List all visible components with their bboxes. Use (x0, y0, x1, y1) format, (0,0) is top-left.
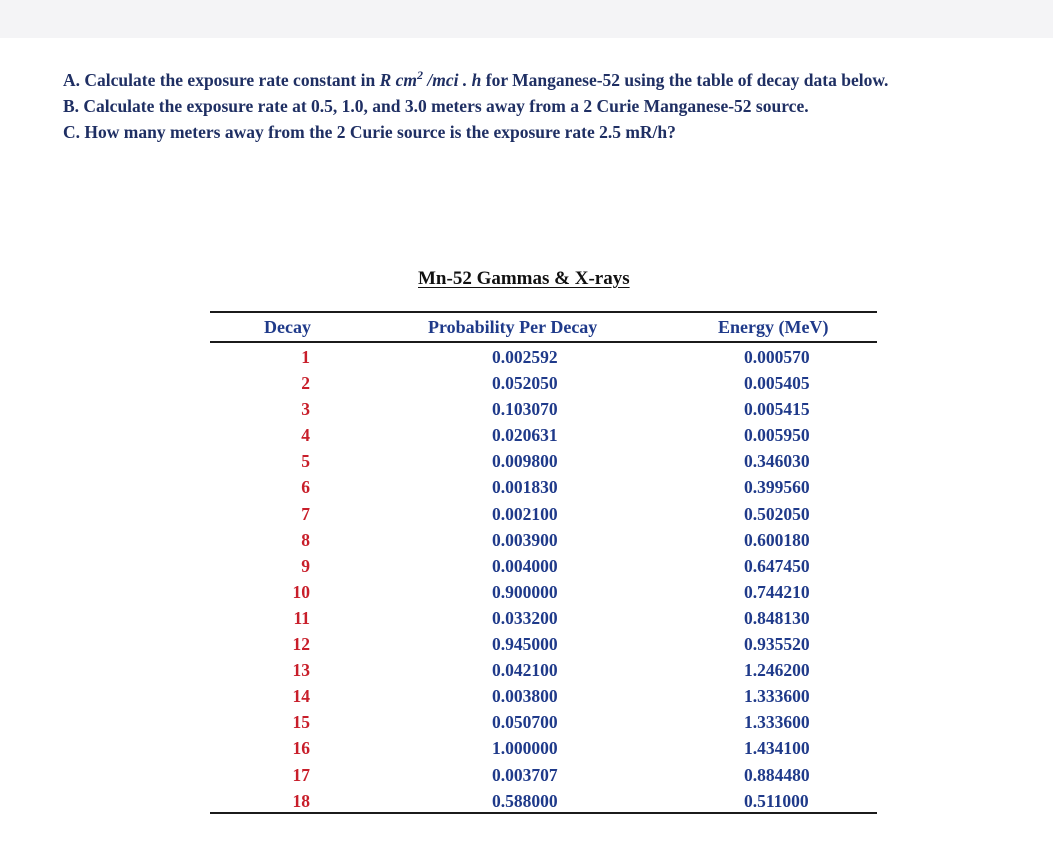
table-row (210, 788, 877, 814)
table-row (210, 553, 877, 579)
decay-number-cell: 14 (292, 686, 310, 707)
probability-cell: 0.002100 (492, 503, 558, 524)
probability-cell: 0.009800 (492, 451, 558, 472)
table-row (210, 631, 877, 657)
energy-cell: 0.000570 (744, 347, 810, 367)
decay-number-cell: 11 (293, 607, 310, 628)
question-block (63, 67, 1023, 145)
energy-cell: 0.005415 (744, 399, 810, 420)
table-row (210, 579, 877, 605)
energy-cell: 0.005950 (744, 425, 810, 446)
probability-cell: 0.050700 (492, 712, 558, 733)
table-row (210, 709, 877, 735)
energy-cell: 0.502050 (744, 503, 810, 524)
decay-number-cell: 15 (292, 712, 310, 733)
decay-number-cell: 6 (301, 477, 310, 498)
table-row (210, 605, 877, 631)
decay-number-cell: 3 (301, 399, 310, 420)
decay-number-cell: 4 (301, 425, 310, 446)
energy-cell: 0.399560 (744, 477, 810, 498)
table-row (210, 762, 877, 788)
column-header-probability: Probability Per Decay (428, 317, 598, 337)
decay-number-cell: 13 (292, 660, 310, 681)
table-row (210, 735, 877, 761)
probability-cell: 0.900000 (492, 581, 558, 602)
decay-table-body (210, 344, 877, 814)
table-row (210, 474, 877, 500)
energy-cell: 0.744210 (744, 581, 810, 602)
probability-cell: 0.004000 (492, 555, 558, 576)
energy-cell: 1.434100 (744, 738, 810, 759)
question-c: C. How many meters away from the 2 Curie source is the exposure rate 2.5 mR/h? (63, 122, 676, 142)
decay-number-cell: 5 (301, 451, 310, 472)
decay-number-cell: 18 (292, 790, 310, 811)
table-row (210, 396, 877, 422)
probability-cell: 0.003900 (492, 529, 558, 550)
table-header-rule (210, 341, 877, 343)
table-title: Mn-52 Gammas & X-rays (418, 268, 630, 289)
energy-cell: 0.600180 (744, 529, 810, 550)
unit-expression: R $cm^2$ /mci . h (379, 68, 482, 90)
question-b: B. Calculate the exposure rate at 0.5, 1.0, and 3.0 meters away from a 2 Curie Manganese-52 source. (63, 96, 809, 116)
decay-number-cell: 2 (301, 373, 310, 394)
table-row (210, 527, 877, 553)
column-header-decay: Decay (264, 317, 311, 337)
probability-cell: 0.003707 (492, 764, 558, 785)
decay-number-cell: 8 (301, 529, 310, 550)
probability-cell: 0.020631 (492, 425, 558, 446)
question-a: A. Calculate the exposure rate constant in R $cm^2$ /mci . h for Manganese-52 using the table of decay data below. (63, 68, 889, 90)
decay-number-cell: 1 (301, 347, 310, 367)
energy-cell: 1.333600 (744, 712, 810, 733)
energy-cell: 1.246200 (744, 660, 810, 681)
energy-cell: 0.848130 (744, 607, 810, 628)
probability-cell: 0.001830 (492, 477, 558, 498)
table-row (210, 448, 877, 474)
energy-cell: 0.884480 (744, 764, 810, 785)
probability-cell: 0.103070 (492, 399, 558, 420)
energy-cell: 0.647450 (744, 555, 810, 576)
table-row (210, 501, 877, 527)
table-row (210, 683, 877, 709)
table-row (210, 657, 877, 683)
column-header-energy: Energy (MeV) (718, 317, 829, 337)
energy-cell: 0.511000 (744, 790, 809, 811)
decay-number-cell: 16 (292, 738, 310, 759)
probability-cell: 0.042100 (492, 660, 558, 681)
probability-cell: 0.002592 (492, 347, 558, 367)
top-bar (0, 0, 1053, 38)
decay-number-cell: 17 (292, 764, 310, 785)
decay-number-cell: 7 (301, 503, 310, 524)
probability-cell: 1.000000 (492, 738, 558, 759)
decay-number-cell: 9 (301, 555, 310, 576)
table-row (210, 370, 877, 396)
probability-cell: 0.033200 (492, 607, 558, 628)
energy-cell: 0.935520 (744, 634, 810, 655)
decay-number-cell: 12 (292, 634, 310, 655)
decay-number-cell: 10 (292, 581, 310, 602)
table-row (210, 344, 877, 370)
probability-cell: 0.003800 (492, 686, 558, 707)
energy-cell: 0.346030 (744, 451, 810, 472)
table-top-rule (210, 311, 877, 313)
energy-cell: 1.333600 (744, 686, 810, 707)
table-bottom-rule (210, 812, 877, 814)
energy-cell: 0.005405 (744, 373, 810, 394)
probability-cell: 0.588000 (492, 790, 558, 811)
probability-cell: 0.945000 (492, 634, 558, 655)
probability-cell: 0.052050 (492, 373, 558, 394)
table-row (210, 422, 877, 448)
